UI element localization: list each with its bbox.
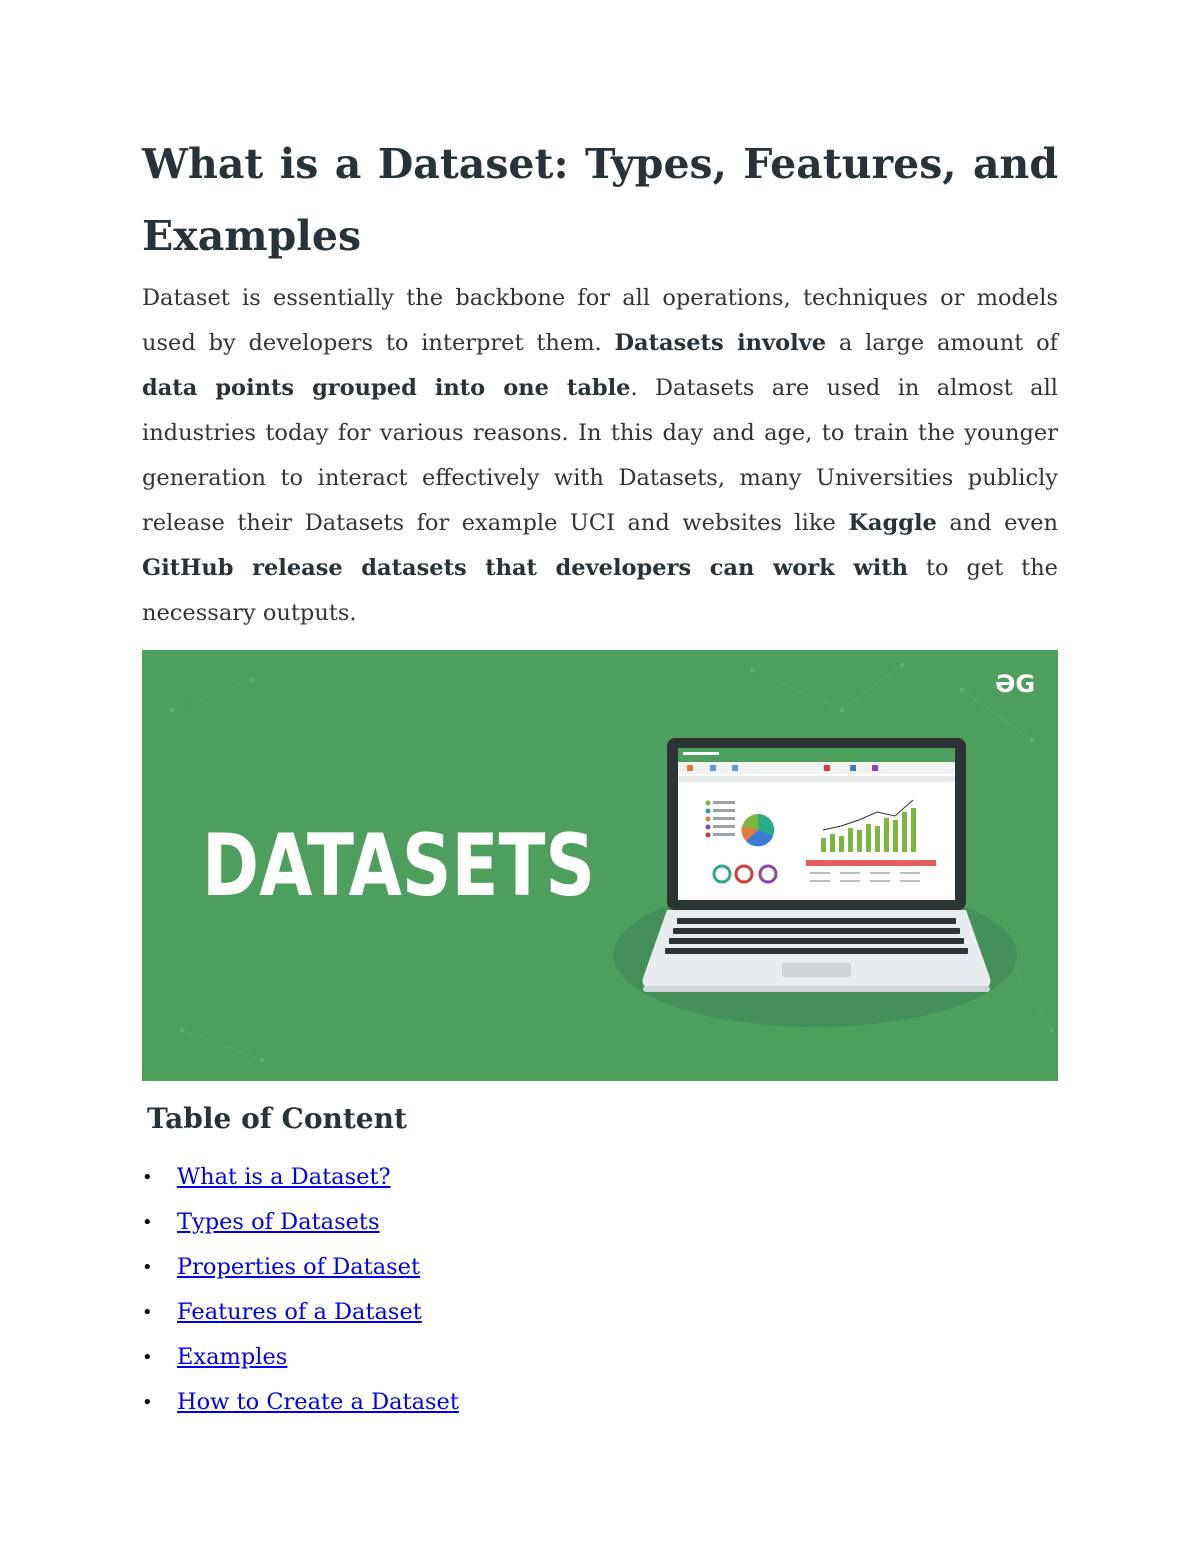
intro-paragraph [142,276,1058,636]
bullet-icon: • [142,1167,153,1188]
toc-link-how-to-create[interactable]: How to Create a Dataset [177,1389,459,1415]
toc-link-types-of-datasets[interactable]: Types of Datasets [177,1209,380,1235]
bullet-icon: • [142,1212,153,1233]
list-item [142,1380,1058,1425]
intro-bold-segment: Kaggle [848,510,937,536]
intro-segment: Dataset is essentially the backbone for all operations, techniques or models used by developers to interpret them. [142,285,1058,356]
intro-bold-segment: GitHub release datasets that developers can work with [142,555,909,581]
bullet-icon: • [142,1257,153,1278]
list-item [142,1245,1058,1290]
intro-bold-segment: data points grouped into one table [142,375,631,401]
intro-bold-segment: Datasets involve [614,330,827,356]
intro-segment: . Datasets are used in almost all industries today for various reasons. In this day and age, to train the younger generation to interact effectively with Datasets, many Universities publicly release their Datasets for example UCI and websites like [142,375,1058,536]
intro-segment: a large amount of [826,330,1058,356]
list-item [142,1200,1058,1245]
bullet-icon: • [142,1347,153,1368]
toc-link-properties-of-dataset[interactable]: Properties of Dataset [177,1254,421,1280]
gfg-logo-icon: ƏG [994,670,1036,698]
banner-heading: DATASETS [202,816,595,916]
toc-link-what-is-dataset[interactable]: What is a Dataset? [177,1164,391,1190]
intro-segment: and even [936,510,1058,536]
laptop-icon [643,738,991,992]
toc-link-features-of-dataset[interactable]: Features of a Dataset [177,1299,422,1325]
article [142,128,1058,1425]
toc-title: Table of Content [147,1102,407,1135]
toc-link-examples[interactable]: Examples [177,1344,288,1370]
list-item [142,1155,1058,1200]
bullet-icon: • [142,1302,153,1323]
datasets-banner-image [142,650,1058,1081]
list-item [142,1290,1058,1335]
intro-segment: to get the necessary outputs. [142,555,1059,626]
page-title: What is a Dataset: Types, Features, and Examples [142,140,1058,260]
bullet-icon: • [142,1392,153,1413]
toc-list [142,1155,1058,1425]
list-item [142,1335,1058,1380]
